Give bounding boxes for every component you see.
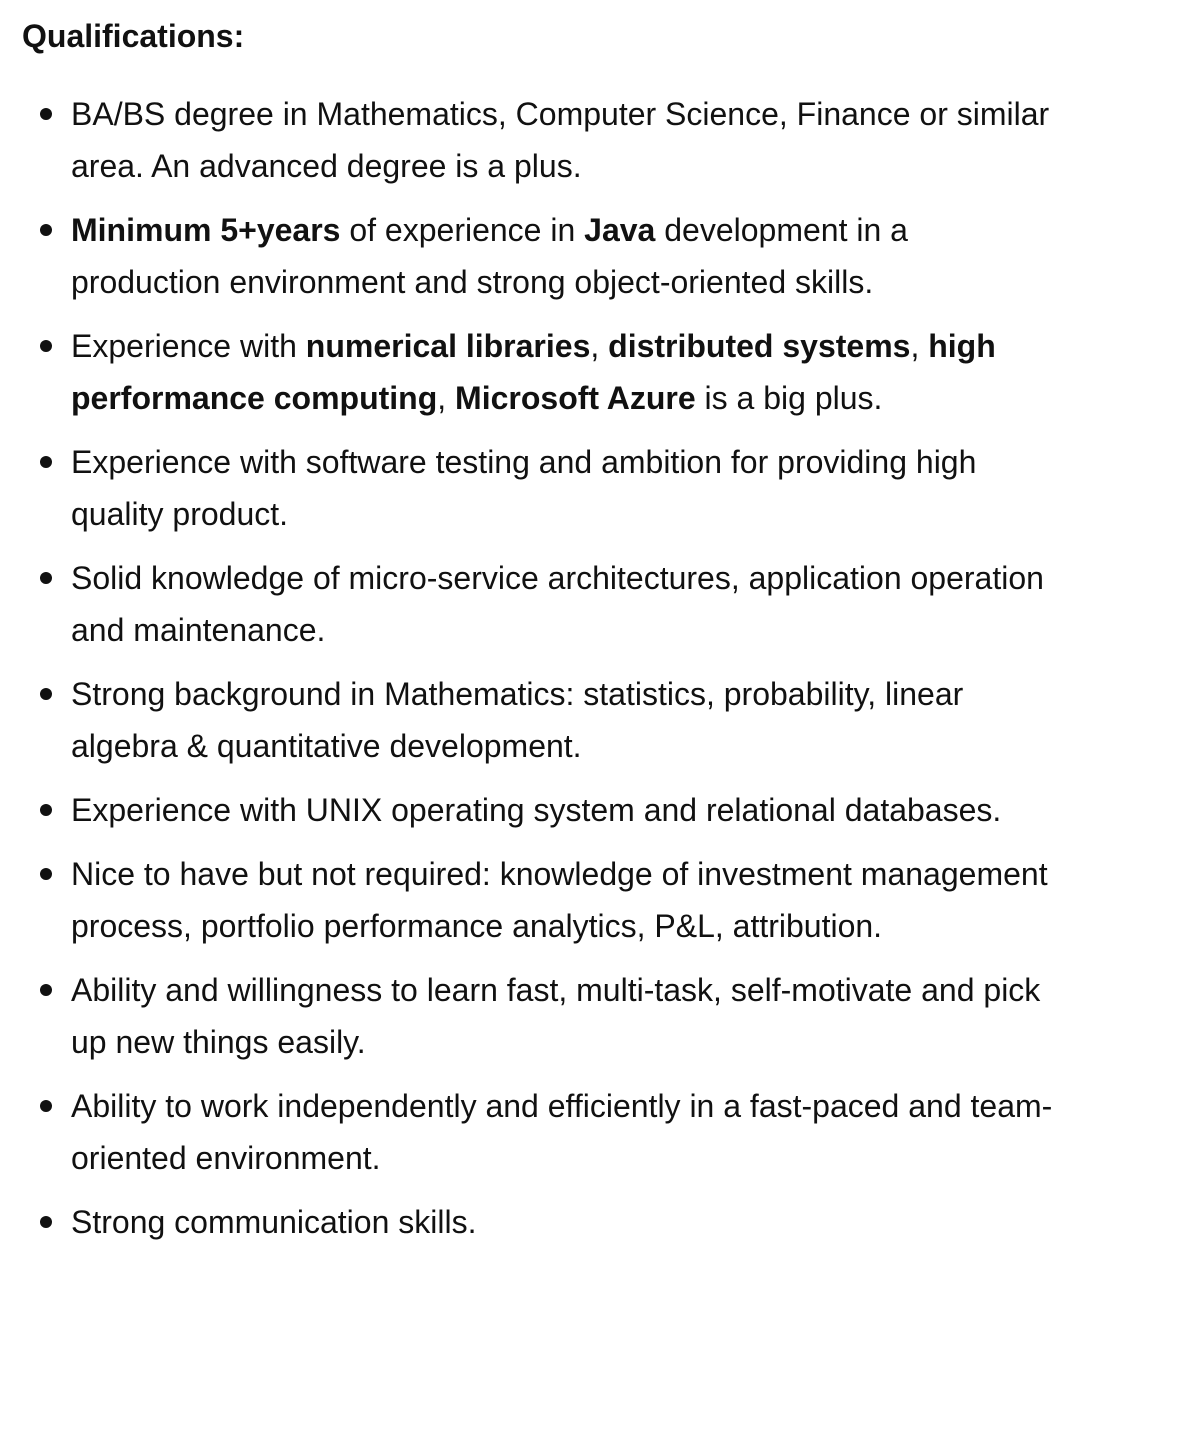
item-text: Strong communication skills.: [71, 1204, 477, 1240]
item-text: Ability and willingness to learn fast, multi-task, self-motivate and pick up new things easily.: [71, 972, 1041, 1060]
list-item: [22, 848, 1062, 952]
section-heading: Qualifications:: [22, 18, 245, 54]
bullet-icon: [40, 868, 52, 880]
item-text: ,: [437, 380, 456, 416]
list-item: [22, 1196, 1062, 1248]
item-text: of experience in: [340, 212, 585, 248]
bullet-icon: [40, 224, 52, 236]
list-item: [22, 320, 1062, 424]
bullet-icon: [40, 1100, 52, 1112]
item-text: Ability to work independently and efficiently in a fast-paced and team-oriented environment.: [71, 1088, 1053, 1176]
item-text: ,: [910, 328, 929, 364]
item-text: development in a production environment and strong object-oriented skills.: [71, 212, 908, 300]
bold-text: Microsoft Azure: [455, 380, 696, 416]
item-text: Experience with: [71, 328, 306, 364]
list-item: [22, 668, 1062, 772]
qualifications-list: [22, 88, 1062, 1248]
list-item: [22, 784, 1062, 836]
bullet-icon: [40, 688, 52, 700]
bullet-icon: [40, 984, 52, 996]
item-text: BA/BS degree in Mathematics, Computer Science, Finance or similar area. An advanced degree is a plus.: [71, 96, 1050, 184]
bold-text: Minimum 5+years: [71, 212, 341, 248]
item-text: Experience with software testing and ambition for providing high quality product.: [71, 444, 977, 532]
item-text: ,: [590, 328, 609, 364]
bold-text: Java: [584, 212, 656, 248]
bullet-icon: [40, 108, 52, 120]
list-item: [22, 964, 1062, 1068]
bullet-icon: [40, 1216, 52, 1228]
bullet-icon: [40, 340, 52, 352]
item-text: Strong background in Mathematics: statistics, probability, linear algebra & quantitative development.: [71, 676, 964, 764]
bullet-icon: [40, 456, 52, 468]
item-text: is a big plus.: [695, 380, 883, 416]
bold-text: numerical libraries: [305, 328, 591, 364]
list-item: [22, 88, 1062, 192]
item-text: Experience with UNIX operating system and relational databases.: [71, 792, 1002, 828]
list-item: [22, 552, 1062, 656]
bullet-icon: [40, 572, 52, 584]
item-text: Solid knowledge of micro-service architectures, application operation and maintenance.: [71, 560, 1044, 648]
bold-text: distributed systems: [608, 328, 911, 364]
list-item: [22, 1080, 1062, 1184]
list-item: [22, 436, 1062, 540]
item-text: Nice to have but not required: knowledge of investment management process, portfolio performance analytics, P&L, attribution.: [71, 856, 1048, 944]
bullet-icon: [40, 804, 52, 816]
list-item: [22, 204, 1062, 308]
bold-text: high performance computing: [71, 328, 996, 416]
